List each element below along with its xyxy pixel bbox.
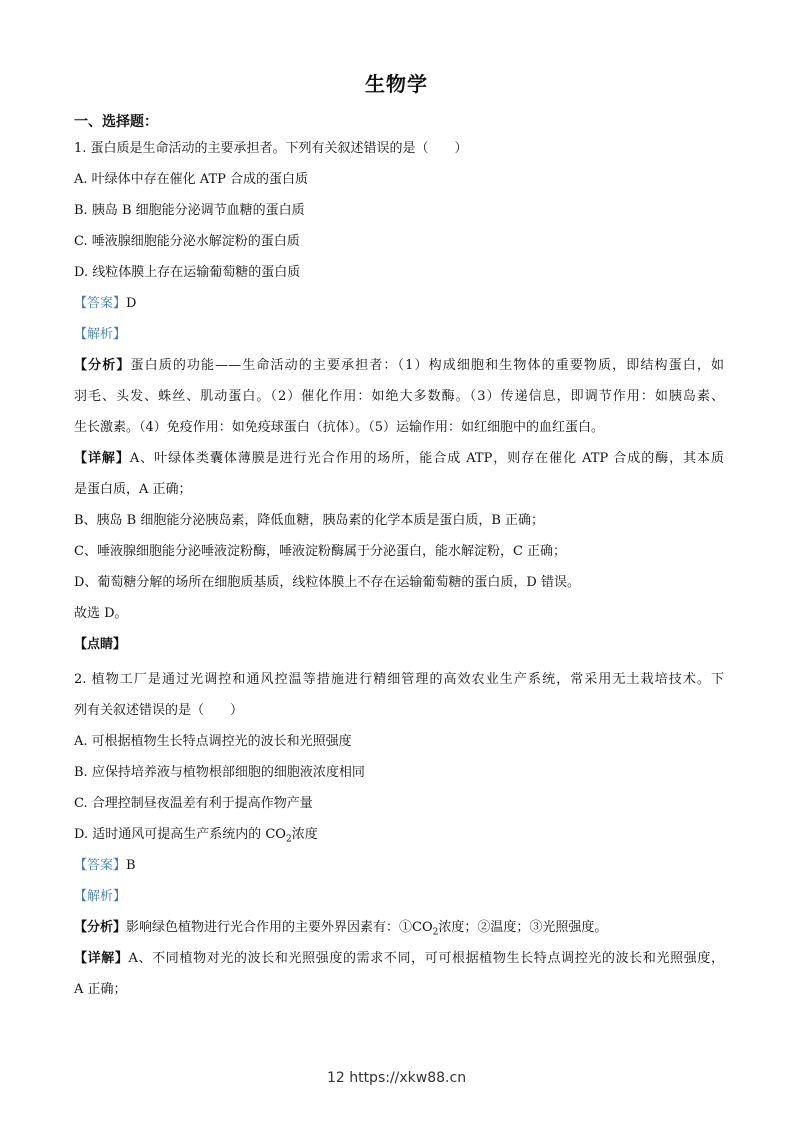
- answer-value: B: [126, 858, 136, 873]
- xiangjie-line-4: C、唾液腺细胞能分泌唾液淀粉酶，唾液淀粉酶属于分泌蛋白，能水解淀粉，C 正确；: [74, 544, 567, 559]
- xiangjie-line-1: [74, 943, 724, 974]
- option-a: A. 叶绿体中存在催化 ATP 合成的蛋白质: [74, 172, 309, 187]
- answer-line: [74, 288, 724, 319]
- option-b: B. 应保持培养液与植物根部细胞的细胞液浓度相同: [74, 765, 365, 780]
- option-b: B. 胰岛 B 细胞能分泌调节血糖的蛋白质: [74, 203, 305, 218]
- analysis-tag: 【解析】: [74, 327, 127, 342]
- fenxi-text: 影响绿色植物进行光合作用的主要外界因素有：①CO: [126, 920, 433, 935]
- xiangjie-line-1: [74, 443, 724, 474]
- answer-line: [74, 850, 724, 881]
- xiangjie-line-6: 故选 D。: [74, 606, 128, 621]
- analysis-tag: 【解析】: [74, 889, 127, 904]
- question-stem: 1. 蛋白质是生命活动的主要承担者。下列有关叙述错误的是（ ）: [74, 141, 468, 156]
- dianjing-tag: 【点睛】: [74, 637, 127, 652]
- option-c: C. 唾液腺细胞能分泌水解淀粉的蛋白质: [74, 234, 300, 249]
- xiangjie-line-2: 是蛋白质，A 正确；: [74, 482, 192, 497]
- option-a: A. 可根据植物生长特点调控光的波长和光照强度: [74, 734, 352, 749]
- fenxi-line: [74, 912, 724, 943]
- fenxi-line-1: [74, 350, 724, 381]
- fenxi-tag: 【分析】: [74, 920, 127, 935]
- dianjing-line: [74, 629, 724, 660]
- question-2: [74, 664, 724, 1005]
- option-d: D. 线粒体膜上存在运输葡萄糖的蛋白质: [74, 265, 301, 280]
- option-d-subscript: 2: [285, 834, 292, 845]
- answer-tag: 【答案】: [74, 858, 127, 873]
- fenxi-text-1: 蛋白质的功能——生命活动的主要承担者：（1）构成细胞和生物体的重要物质，即结构蛋白，如: [130, 358, 724, 373]
- xiangjie-line-2: A 正确；: [74, 982, 127, 997]
- xiangjie-text-1: A、不同植物对光的波长和光照强度的需求不同，可可根据植物生长特点调控光的波长和光照强度，: [128, 951, 724, 966]
- section-heading: 一、选择题：: [74, 114, 158, 130]
- option-d: [74, 819, 724, 850]
- fenxi-line-2: 羽毛、头发、蛛丝、肌动蛋白。（2）催化作用：如绝大多数酶。（3）传递信息，即调节作用：如胰岛素、: [74, 389, 724, 404]
- xiangjie-tag: 【详解】: [74, 451, 130, 466]
- question-stem-1: 2. 植物工厂是通过光调控和通风控温等措施进行精细管理的高效农业生产系统，常采用无土栽培技术。下: [74, 672, 724, 687]
- page-footer: 12 https://xkw88.cn: [326, 1070, 467, 1086]
- option-c: C. 合理控制昼夜温差有利于提高作物产量: [74, 796, 313, 811]
- question-1: [74, 133, 724, 660]
- xiangjie-text-1: A、叶绿体类囊体薄膜是进行光合作用的场所，能合成 ATP，则存在催化 ATP 合成的酶，其本质: [129, 451, 724, 466]
- fenxi-tag: 【分析】: [74, 358, 131, 373]
- analysis-line: [74, 319, 724, 350]
- answer-tag: 【答案】: [74, 296, 127, 311]
- fenxi-subscript: 2: [432, 927, 439, 938]
- xiangjie-line-3: B、胰岛 B 细胞能分泌胰岛素，降低血糖，胰岛素的化学本质是蛋白质，B 正确；: [74, 513, 545, 528]
- xiangjie-line-5: D、葡萄糖分解的场所在细胞质基质，线粒体膜上不存在运输葡萄糖的蛋白质，D 错误。: [74, 575, 580, 590]
- option-d-text-end: 浓度: [291, 827, 318, 842]
- fenxi-text-end: 浓度；②温度；③光照强度。: [438, 920, 608, 935]
- option-d-text: D. 适时通风可提高生产系统内的 CO: [74, 827, 286, 842]
- fenxi-line-3: 生长激素。（4）免疫作用：如免疫球蛋白（抗体）。（5）运输作用：如红细胞中的血红蛋白。: [74, 420, 605, 435]
- analysis-line: [74, 881, 724, 912]
- question-stem-2: 列有关叙述错误的是（ ）: [74, 703, 244, 718]
- page-title: 生物学: [365, 72, 428, 96]
- xiangjie-tag: 【详解】: [74, 951, 129, 966]
- answer-value: D: [126, 296, 137, 311]
